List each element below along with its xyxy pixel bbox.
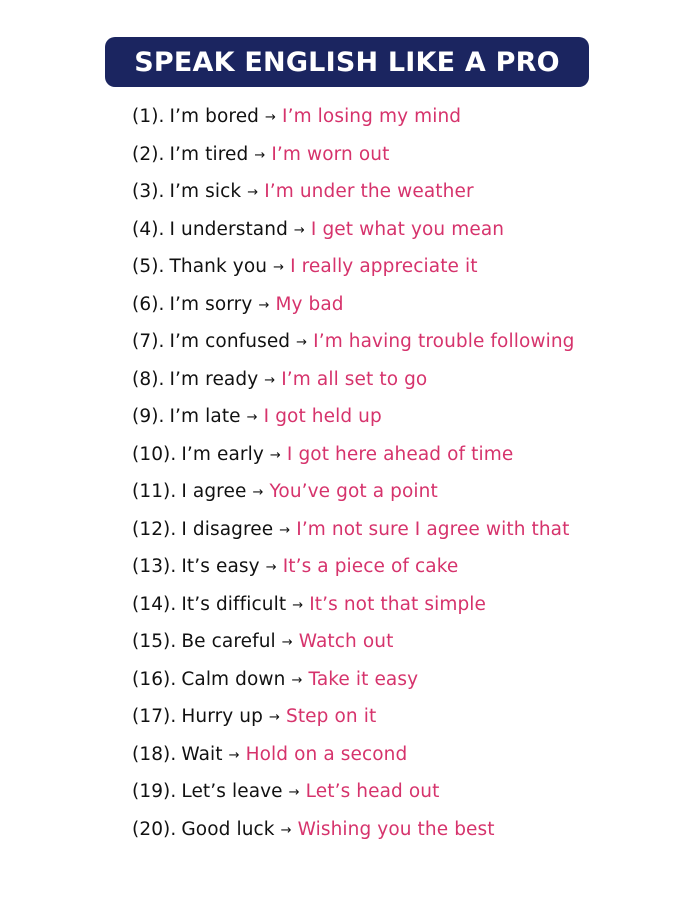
basic-phrase: I disagree [181,518,274,540]
list-item [132,511,575,549]
basic-phrase: Be careful [181,631,276,653]
basic-phrase: I understand [169,218,288,240]
item-number: (17). [132,706,177,728]
arrow-right-icon: → [280,822,292,838]
basic-phrase: I’m confused [169,331,291,353]
basic-phrase: I agree [181,481,247,503]
list-item [132,98,575,136]
pro-phrase: I’m worn out [271,143,390,165]
pro-phrase: I’m under the weather [264,181,474,203]
list-item [132,548,575,586]
page-title: SPEAK ENGLISH LIKE A PRO [134,46,560,78]
pro-phrase: I get what you mean [310,218,505,240]
pro-phrase: My bad [275,293,344,315]
list-item [132,661,575,699]
basic-phrase: It’s difficult [181,593,287,615]
phrase-list [132,98,575,848]
item-number: (16). [132,668,177,690]
arrow-right-icon: → [254,147,266,163]
basic-phrase: It’s easy [181,556,260,578]
item-number: (15). [132,631,177,653]
item-number: (6). [132,293,165,315]
basic-phrase: I’m early [181,443,264,465]
pro-phrase: I got here ahead of time [286,443,514,465]
item-number: (14). [132,593,177,615]
item-number: (8). [132,368,165,390]
list-item [132,211,575,249]
pro-phrase: I really appreciate it [290,256,478,278]
title-banner [105,37,589,87]
pro-phrase: Wishing you the best [297,818,495,840]
basic-phrase: Let’s leave [181,781,283,803]
basic-phrase: I’m late [169,406,241,428]
basic-phrase: Good luck [181,818,275,840]
basic-phrase: I’m tired [169,143,249,165]
list-item [132,173,575,211]
pro-phrase: I’m having trouble following [313,331,575,353]
item-number: (11). [132,481,177,503]
basic-phrase: Thank you [169,256,268,278]
item-number: (13). [132,556,177,578]
arrow-right-icon: → [247,185,259,201]
pro-phrase: Take it easy [308,668,419,690]
item-number: (5). [132,256,165,278]
item-number: (4). [132,218,165,240]
pro-phrase: It’s not that simple [309,593,487,615]
pro-phrase: It’s a piece of cake [282,556,459,578]
basic-phrase: I’m bored [169,106,260,128]
arrow-right-icon: → [228,747,240,763]
pro-phrase: I’m not sure I agree with that [296,518,570,540]
arrow-right-icon: → [268,710,280,726]
list-item [132,398,575,436]
item-number: (20). [132,818,177,840]
list-item [132,286,575,324]
arrow-right-icon: → [265,560,277,576]
item-number: (12). [132,518,177,540]
pro-phrase: Hold on a second [245,743,408,765]
list-item [132,698,575,736]
list-item [132,136,575,174]
item-number: (19). [132,781,177,803]
arrow-right-icon: → [279,522,291,538]
list-item [132,323,575,361]
list-item [132,361,575,399]
item-number: (2). [132,143,165,165]
list-item [132,248,575,286]
item-number: (3). [132,181,165,203]
list-item [132,623,575,661]
list-item [132,773,575,811]
basic-phrase: I’m sorry [169,293,253,315]
arrow-right-icon: → [258,297,270,313]
arrow-right-icon: → [246,410,258,426]
pro-phrase: I got held up [263,406,382,428]
pro-phrase: Watch out [298,631,394,653]
item-number: (7). [132,331,165,353]
basic-phrase: I’m sick [169,181,242,203]
arrow-right-icon: → [281,635,293,651]
arrow-right-icon: → [288,785,300,801]
arrow-right-icon: → [252,485,264,501]
arrow-right-icon: → [273,260,285,276]
pro-phrase: Step on it [285,706,377,728]
arrow-right-icon: → [293,222,305,238]
pro-phrase: I’m losing my mind [282,106,462,128]
list-item [132,473,575,511]
item-number: (9). [132,406,165,428]
list-item [132,736,575,774]
basic-phrase: Wait [181,743,223,765]
arrow-right-icon: → [292,597,304,613]
item-number: (1). [132,106,165,128]
item-number: (18). [132,743,177,765]
pro-phrase: Let’s head out [305,781,440,803]
pro-phrase: You’ve got a point [269,481,438,503]
arrow-right-icon: → [269,447,281,463]
basic-phrase: Hurry up [181,706,263,728]
list-item [132,586,575,624]
basic-phrase: I’m ready [169,368,259,390]
arrow-right-icon: → [264,372,276,388]
list-item [132,436,575,474]
arrow-right-icon: → [296,335,308,351]
arrow-right-icon: → [265,110,277,126]
basic-phrase: Calm down [181,668,286,690]
list-item [132,811,575,849]
pro-phrase: I’m all set to go [281,368,428,390]
item-number: (10). [132,443,177,465]
arrow-right-icon: → [291,672,303,688]
